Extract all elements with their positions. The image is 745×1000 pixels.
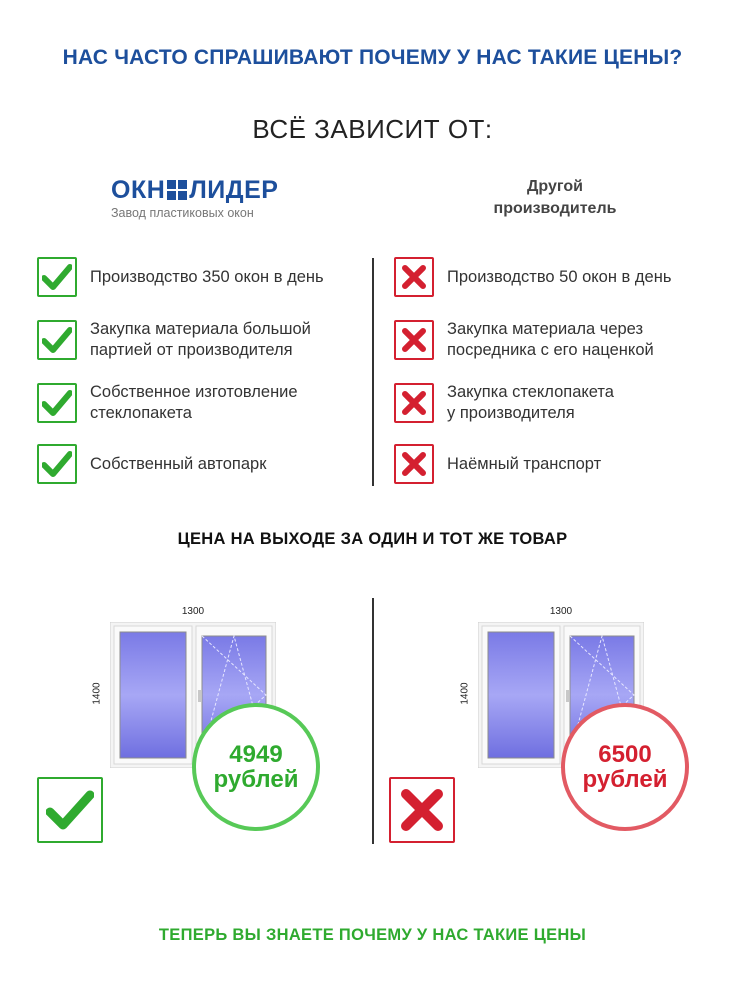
advantage-item	[37, 257, 324, 297]
advantage-line: Производство 350 окон в день	[90, 267, 324, 286]
cross-icon	[394, 444, 434, 484]
logo-wordmark	[111, 176, 301, 204]
disadvantage-text	[447, 454, 601, 475]
window-height-label: 1400	[459, 682, 471, 705]
cross-icon	[394, 257, 434, 297]
column-divider-top	[372, 258, 374, 486]
competitor-price-unit: рублей	[582, 766, 668, 793]
disadvantage-line: Наёмный транспорт	[447, 454, 602, 473]
check-icon	[37, 777, 103, 843]
disadvantage-line: посредника с его наценкой	[447, 341, 654, 359]
price-heading: ЦЕНА НА ВЫХОДЕ ЗА ОДИН И ТОТ ЖЕ ТОВАР	[177, 530, 568, 548]
disadvantage-line: Закупка стеклопакета	[447, 383, 614, 401]
check-icon	[37, 383, 77, 423]
disadvantage-line: Производство 50 окон в день	[447, 267, 672, 286]
disadvantage-line: у производителя	[447, 404, 575, 422]
competitor-price-amount: 6500	[598, 741, 652, 768]
competitor-title-line2: производитель	[493, 200, 617, 217]
advantage-text	[90, 267, 324, 288]
advantage-line: Закупка материала большой	[90, 320, 311, 338]
cross-icon	[394, 320, 434, 360]
logo-word-left: ОКН	[111, 176, 166, 204]
cross-icon	[389, 777, 455, 843]
cross-icon	[394, 383, 434, 423]
check-icon	[37, 257, 77, 297]
advantage-item	[37, 319, 311, 361]
disadvantage-item	[394, 382, 614, 424]
our-price-amount: 4949	[229, 741, 283, 768]
advantage-line: партией от производителя	[90, 341, 293, 359]
advantage-line: Собственный автопарк	[90, 454, 267, 473]
window-height-label: 1400	[91, 682, 103, 705]
competitor-title	[470, 176, 640, 220]
check-icon	[37, 320, 77, 360]
disadvantage-line: Закупка материала через	[447, 320, 644, 338]
logo-tagline: Завод пластиковых окон	[111, 206, 254, 220]
advantage-line: Собственное изготовление	[90, 383, 298, 401]
disadvantage-item	[394, 319, 654, 361]
disadvantage-text	[447, 319, 654, 361]
disadvantage-item	[394, 444, 601, 484]
window-width-label: 1300	[181, 606, 205, 617]
our-price-unit: рублей	[213, 766, 299, 793]
competitor-title-line1: Другой	[527, 178, 583, 195]
competitor-price-badge	[561, 703, 689, 831]
disadvantage-text	[447, 382, 614, 424]
page-headline: НАС ЧАСТО СПРАШИВАЮТ ПОЧЕМУ У НАС ТАКИЕ ЦЕНЫ?	[62, 46, 683, 69]
page-subheadline: ВСЁ ЗАВИСИТ ОТ:	[252, 114, 493, 144]
column-divider-bottom	[372, 598, 374, 844]
advantage-text	[90, 454, 266, 475]
advantage-line: стеклопакета	[90, 404, 192, 422]
page-footer: ТЕПЕРЬ ВЫ ЗНАЕТЕ ПОЧЕМУ У НАС ТАКИЕ ЦЕНЫ	[158, 926, 587, 944]
advantage-text	[90, 319, 311, 361]
advantage-item	[37, 382, 298, 424]
check-icon	[37, 444, 77, 484]
advantage-text	[90, 382, 298, 424]
company-logo	[111, 176, 301, 220]
window-width-label: 1300	[549, 606, 573, 617]
window-icon	[167, 180, 187, 200]
disadvantage-item	[394, 257, 671, 297]
our-price-badge	[192, 703, 320, 831]
disadvantage-text	[447, 267, 671, 288]
logo-word-right: ЛИДЕР	[189, 176, 279, 204]
advantage-item	[37, 444, 266, 484]
